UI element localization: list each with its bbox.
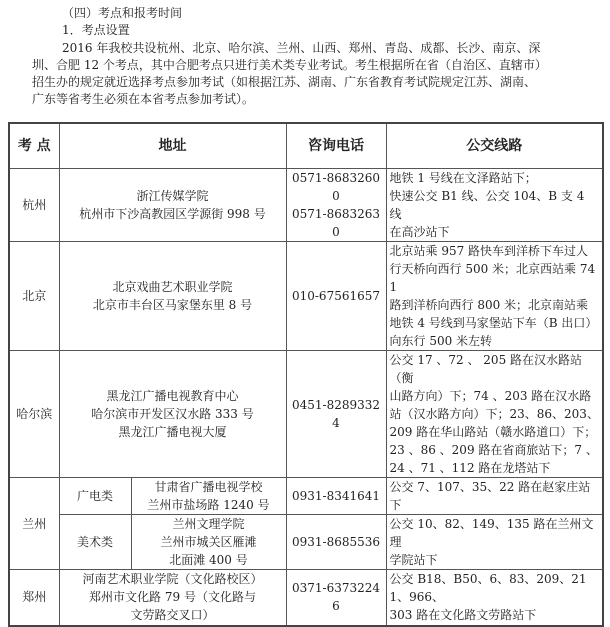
cell-line: 0571-86832630 bbox=[291, 207, 381, 239]
table-row bbox=[9, 242, 603, 351]
table-row bbox=[9, 570, 603, 626]
cell-line: 向东行 500 米左转 bbox=[389, 334, 493, 348]
cell-line: 0931-8685536 bbox=[291, 535, 381, 549]
bus-cell bbox=[386, 478, 603, 515]
address-cell bbox=[131, 478, 286, 515]
cell-line: 学院站下 bbox=[389, 553, 438, 567]
cell-line: 黑龙江广播电视教育中心 bbox=[106, 389, 239, 403]
cell-line: 公交 10、82、149、135 路在兰州文理 bbox=[389, 517, 594, 549]
bus-cell bbox=[386, 570, 603, 626]
cell-line: 行天桥向西行 500 米；北京西站乘 741 bbox=[389, 262, 596, 294]
table-row bbox=[9, 169, 603, 242]
site-cell: 哈尔滨 bbox=[9, 351, 59, 478]
phone-cell bbox=[286, 570, 386, 626]
cell-line: 公交 B18、B50、6、83、209、211、966、 bbox=[389, 572, 587, 605]
category-cell: 美术类 bbox=[59, 515, 131, 570]
header-site: 考 点 bbox=[9, 123, 59, 169]
cell-line: 0571-86832600 bbox=[291, 171, 381, 203]
cell-line: 北京市丰台区马家堡东里 8 号 bbox=[92, 298, 253, 312]
address-cell bbox=[59, 169, 286, 242]
bus-cell bbox=[386, 351, 603, 478]
exam-site-table bbox=[8, 122, 604, 627]
phone-cell bbox=[286, 515, 386, 570]
paragraph-line: 招生办的规定就近选择考点参加考试（如根据江苏、湖南、广东省教育考试院规定江苏、湖南、 bbox=[32, 75, 537, 89]
cell-line: 杭州市下沙高教园区学源街 998 号 bbox=[79, 207, 266, 221]
table-header-row bbox=[9, 123, 603, 169]
cell-line: 兰州市城关区雁滩 bbox=[160, 535, 257, 549]
bus-cell bbox=[386, 242, 603, 351]
category-cell: 广电类 bbox=[59, 478, 131, 515]
paragraph-line: 广东等省考生必须在本省考点参加考试）。 bbox=[32, 92, 255, 106]
cell-line: 0451-82893324 bbox=[291, 398, 381, 430]
cell-line: 0371-63732246 bbox=[291, 581, 381, 614]
cell-line: 303 路在文化路文劳路站下 bbox=[389, 608, 537, 623]
cell-line: 北面滩 400 号 bbox=[169, 553, 248, 567]
cell-line: 北京戏曲艺术职业学院 bbox=[112, 280, 233, 294]
subsection-title: 1．考点设置 bbox=[62, 23, 130, 37]
paragraph-line: 圳、合肥 12 个考点，其中合肥考点只进行美术类专业考试。考生根据所在省（自治区、直辖市） bbox=[32, 58, 547, 72]
cell-line: 黑龙江广播电视大厦 bbox=[118, 425, 227, 439]
table-row bbox=[9, 515, 603, 570]
header-bus: 公交线路 bbox=[386, 123, 603, 169]
bus-cell bbox=[386, 169, 603, 242]
section-title: （四）考点和报考时间 bbox=[62, 6, 183, 20]
cell-line: 23 、86 、209 路在省商旅站下；7 、 bbox=[389, 443, 598, 457]
table-row bbox=[9, 478, 603, 515]
site-cell: 郑州 bbox=[9, 570, 59, 626]
cell-line: 站（汉水路方向）下；23、86、203、 bbox=[389, 407, 599, 421]
cell-line: 浙江传媒学院 bbox=[136, 189, 209, 203]
cell-line: 郑州市文化路 79 号（文化路与 bbox=[89, 590, 256, 605]
cell-line: 河南艺术职业学院（文化路校区） bbox=[82, 572, 263, 587]
cell-line: 快速公交 B1 线、公交 104、B 支 4 线 bbox=[389, 189, 585, 221]
site-cell: 兰州 bbox=[9, 478, 59, 570]
cell-line: 兰州市盐场路 1240 号 bbox=[147, 498, 270, 512]
address-cell bbox=[59, 242, 286, 351]
cell-line: 24 、71 、112 路在龙塔站下 bbox=[389, 461, 551, 475]
address-cell bbox=[131, 515, 286, 570]
cell-line: 地铁 1 号线在文泽路站下； bbox=[389, 171, 537, 185]
cell-line: 兰州文理学院 bbox=[172, 517, 245, 531]
address-cell bbox=[59, 570, 286, 626]
address-cell bbox=[59, 351, 286, 478]
cell-line: 在高沙站下 bbox=[389, 225, 450, 239]
cell-line: 209 路在华山路站（赣水路道口）下； bbox=[389, 425, 597, 439]
cell-line: 公交 7、107、35、22 路在赵家庄站下 bbox=[389, 480, 591, 512]
site-cell: 杭州 bbox=[9, 169, 59, 242]
cell-line: 山路方向）下；74 、203 路在汉水路 bbox=[389, 389, 592, 403]
paragraph-line: 2016 年我校共设杭州、北京、哈尔滨、兰州、山西、郑州、青岛、成都、长沙、南京、深 bbox=[62, 41, 541, 55]
cell-line: 甘肃省广播电视学校 bbox=[154, 480, 263, 494]
phone-cell bbox=[286, 351, 386, 478]
site-cell: 北京 bbox=[9, 242, 59, 351]
phone-cell bbox=[286, 478, 386, 515]
table-row bbox=[9, 351, 603, 478]
cell-line: 公交 17 、72 、 205 路在汉水路站（衡 bbox=[389, 353, 583, 385]
phone-cell bbox=[286, 242, 386, 351]
bus-cell bbox=[386, 515, 603, 570]
header-phone: 咨询电话 bbox=[286, 123, 386, 169]
cell-line: 0931-8341641 bbox=[291, 489, 381, 503]
cell-line: 哈尔滨市开发区汉水路 333 号 bbox=[91, 407, 254, 421]
cell-line: 路到洋桥向西行 800 米；北京南站乘 bbox=[389, 298, 589, 312]
cell-line: 010-67561657 bbox=[291, 289, 381, 303]
cell-line: 北京站乘 957 路快车到洋桥下车过人 bbox=[389, 244, 589, 258]
header-address: 地址 bbox=[59, 123, 286, 169]
phone-cell bbox=[286, 169, 386, 242]
cell-line: 文劳路交叉口） bbox=[130, 608, 215, 623]
cell-line: 地铁 4 号线到马家堡站下车（B 出口） bbox=[389, 316, 598, 330]
